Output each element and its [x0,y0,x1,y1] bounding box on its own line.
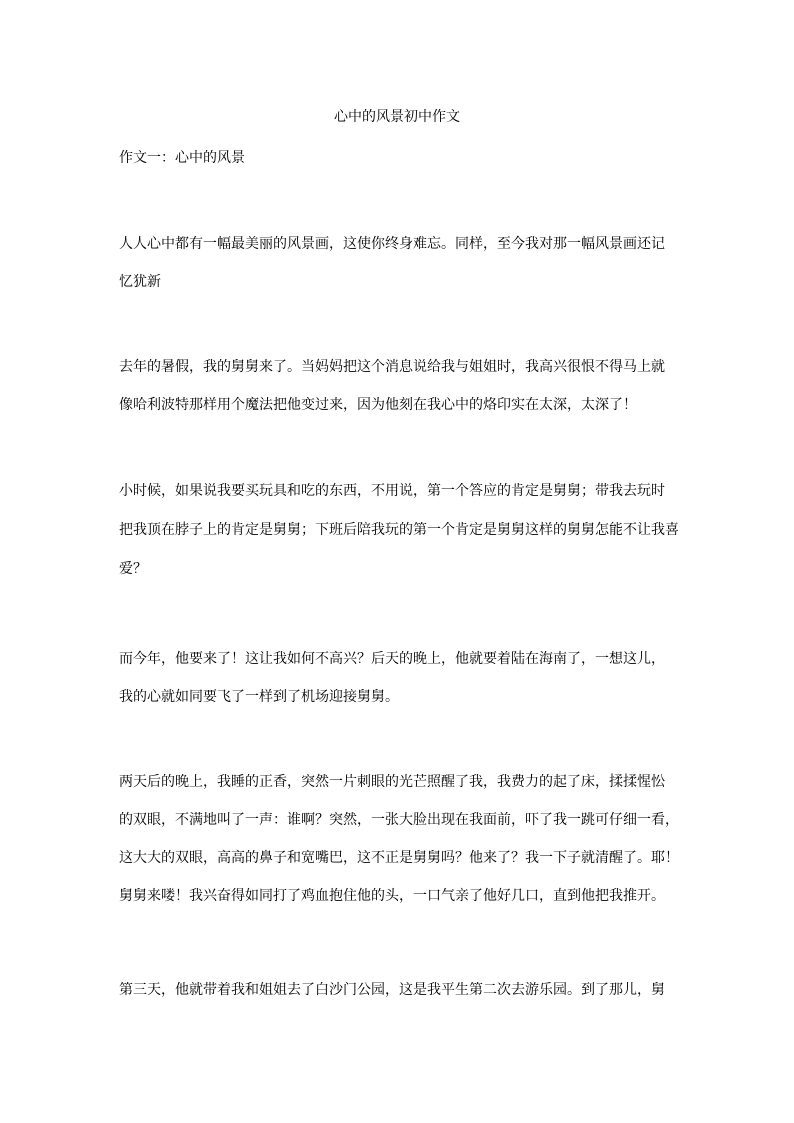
text-line: 第三天，他就带着我和姐姐去了白沙门公园，这是我平生第二次去游乐园。到了那儿，舅 [119,982,665,998]
paragraph-4 [119,648,665,708]
text-line: 而今年，他要来了！这让我如何不高兴？后天的晚上，他就要着陆在海南了，一想这儿， [119,651,665,667]
text-line: 两天后的晚上，我睡的正香，突然一片刺眼的光芒照醒了我，我费力的起了床，揉揉惺忪 [119,774,665,790]
text-line: 把我顶在脖子上的肯定是舅舅；下班后陪我玩的第一个肯定是舅舅这样的舅舅怎能不让我喜 [119,522,679,538]
section-heading: 作文一：心中的风景 [119,150,245,166]
text-line: 人人心中都有一幅最美丽的风景画，这使你终身难忘。同样，至今我对那一幅风景画还记 [119,236,665,252]
text-line: 这大大的双眼，高高的鼻子和宽嘴巴，这不正是舅舅吗？他来了？我一下子就清醒了。耶！ [119,850,679,866]
paragraph-6 [119,979,665,1001]
paragraph-2 [119,356,665,416]
page-title: 心中的风景初中作文 [334,109,460,125]
text-line: 的双眼，不满地叫了一声：谁啊？突然，一张大脸出现在我面前，吓了我一跳可仔细一看， [119,812,679,828]
text-line: 去年的暑假，我的舅舅来了。当妈妈把这个消息说给我与姐姐时，我高兴很恨不得马上就 [119,359,665,375]
paragraph-1 [119,233,665,293]
paragraph-3 [119,480,679,580]
text-line: 小时候，如果说我要买玩具和吃的东西，不用说，第一个答应的肯定是舅舅；带我去玩时 [119,483,665,499]
text-line: 像哈利波特那样用个魔法把他变过来，因为他刻在我心中的烙印实在太深，太深了！ [119,397,637,413]
text-line: 忆犹新 [119,274,161,290]
text-line: 舅舅来喽！我兴奋得如同打了鸡血抱住他的头，一口气亲了他好几口，直到他把我推开。 [119,888,665,904]
paragraph-5 [119,771,679,907]
text-line: 我的心就如同要飞了一样到了机场迎接舅舅。 [119,689,399,705]
text-line: 爱？ [119,561,147,577]
